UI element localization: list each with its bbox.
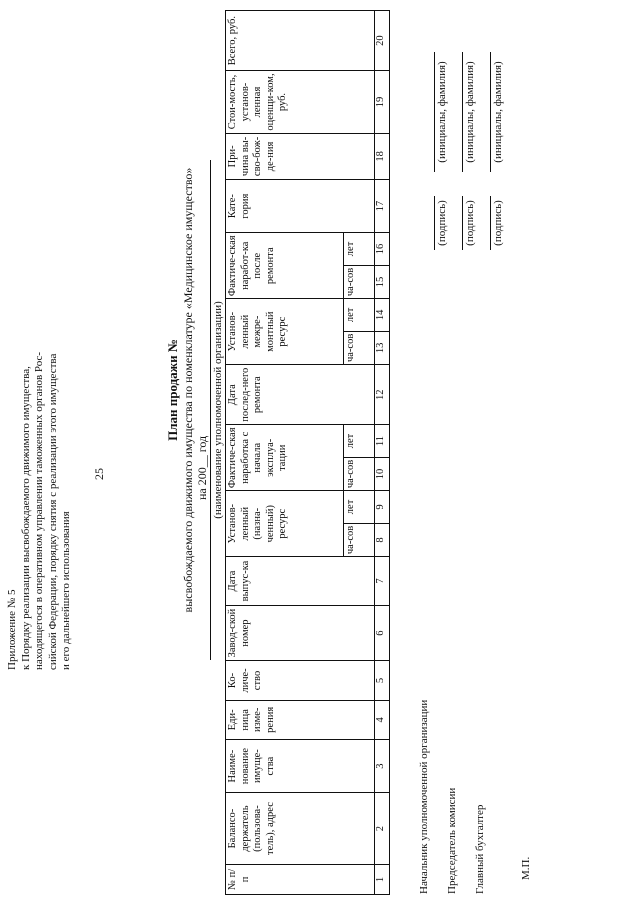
appendix-line: к Порядку реализации высвобождаемого движимого имущества, (19, 366, 32, 670)
name-caption: (инициалы, фамилия) (464, 61, 476, 163)
header-unit: Еди-ница изме-рения (226, 700, 375, 739)
page-number: 25 (92, 468, 106, 480)
signature-role-chair: Председатель комисии (446, 787, 458, 894)
column-number: 19 (375, 71, 390, 133)
org-caption: (наименование уполномоченной организации) (212, 301, 224, 519)
column-number: 17 (375, 180, 390, 233)
org-underline (210, 160, 211, 660)
signature-line (434, 196, 435, 250)
header-serial: Завод-ской номер (226, 605, 375, 661)
plan-subtitle: высвобождаемого движимого имущества по номенклатуре «Медицинское имущество» (181, 167, 195, 613)
header-overhaul-resource: Установ-ленный межре-монтный ресурс (226, 299, 344, 365)
header-last-repair: Дата послед-него ремонта (226, 365, 375, 425)
header-name: Наиме-нование имуще-ства (226, 739, 375, 792)
appendix-line: сийской Федерации, порядку снятия с реализации этого имущества (46, 353, 59, 670)
column-number: 8 (375, 523, 390, 557)
plan-year: на 200__ год (195, 435, 209, 500)
table-header-row (226, 11, 344, 895)
subheader-hours: ча-сов (344, 523, 375, 557)
column-number: 6 (375, 605, 390, 661)
subheader-years: лет (344, 425, 375, 457)
header-set-resource: Установ-ленный (назна-ченный) ресурс (226, 491, 344, 557)
column-number: 16 (375, 233, 390, 265)
column-number: 18 (375, 133, 390, 179)
name-caption: (инициалы, фамилия) (492, 61, 504, 163)
column-number: 10 (375, 457, 390, 491)
column-number: 14 (375, 299, 390, 331)
signature-role-head: Начальник уполномоченной организации (418, 699, 430, 894)
stamp-place: М.П. (520, 856, 532, 880)
header-num: № п/п (226, 864, 375, 894)
subheader-years: лет (344, 233, 375, 265)
name-line (490, 52, 491, 172)
name-line (434, 52, 435, 172)
subheader-years: лет (344, 491, 375, 523)
column-number: 9 (375, 491, 390, 523)
plan-title: План продажи № (165, 339, 180, 441)
header-total: Всего, руб. (226, 11, 375, 71)
column-number: 7 (375, 557, 390, 606)
sales-plan-table (225, 10, 390, 895)
header-after-repair: Фактиче-ская наработ-ка после ремонта (226, 233, 344, 299)
column-number: 4 (375, 700, 390, 739)
name-caption: (инициалы, фамилия) (436, 61, 448, 163)
column-number: 3 (375, 739, 390, 792)
header-actual-operating: Фактиче-ская наработка с начала эксплуа-тации (226, 425, 344, 491)
header-appraised-cost: Стои-мость, установ-ленная оценщи-ком, руб. (226, 71, 375, 133)
header-quantity: Ко-личе-ство (226, 661, 375, 700)
subheader-hours: ча-сов (344, 265, 375, 299)
signature-line (490, 196, 491, 250)
header-category: Кате-гория (226, 180, 375, 233)
signature-line (462, 196, 463, 250)
column-number: 15 (375, 265, 390, 299)
column-number: 20 (375, 11, 390, 71)
subheader-years: лет (344, 299, 375, 331)
signature-caption: (подпись) (492, 200, 504, 246)
subheader-hours: ча-сов (344, 331, 375, 365)
header-reason: При-чина вы-сво-бож-де-ния (226, 133, 375, 179)
appendix-line: и его дальнейшего использования (60, 511, 72, 670)
name-line (462, 52, 463, 172)
subheader-hours: ча-сов (344, 457, 375, 491)
header-holder: Балансо-держатель (пользова-тель), адрес (226, 793, 375, 865)
column-number: 11 (375, 425, 390, 457)
header-release-date: Дата выпус-ка (226, 557, 375, 606)
appendix-line: Приложение № 5 (6, 589, 18, 670)
column-number: 13 (375, 331, 390, 365)
appendix-note (6, 30, 74, 670)
signature-caption: (подпись) (464, 200, 476, 246)
column-number: 2 (375, 793, 390, 865)
column-number-row (375, 11, 390, 895)
column-number: 12 (375, 365, 390, 425)
signature-caption: (подпись) (436, 200, 448, 246)
appendix-line: находящегося в оперативном управлении таможенных органов Рос- (33, 351, 45, 670)
signature-role-accountant: Главный бухгалтер (474, 804, 486, 894)
column-number: 1 (375, 864, 390, 894)
column-number: 5 (375, 661, 390, 700)
